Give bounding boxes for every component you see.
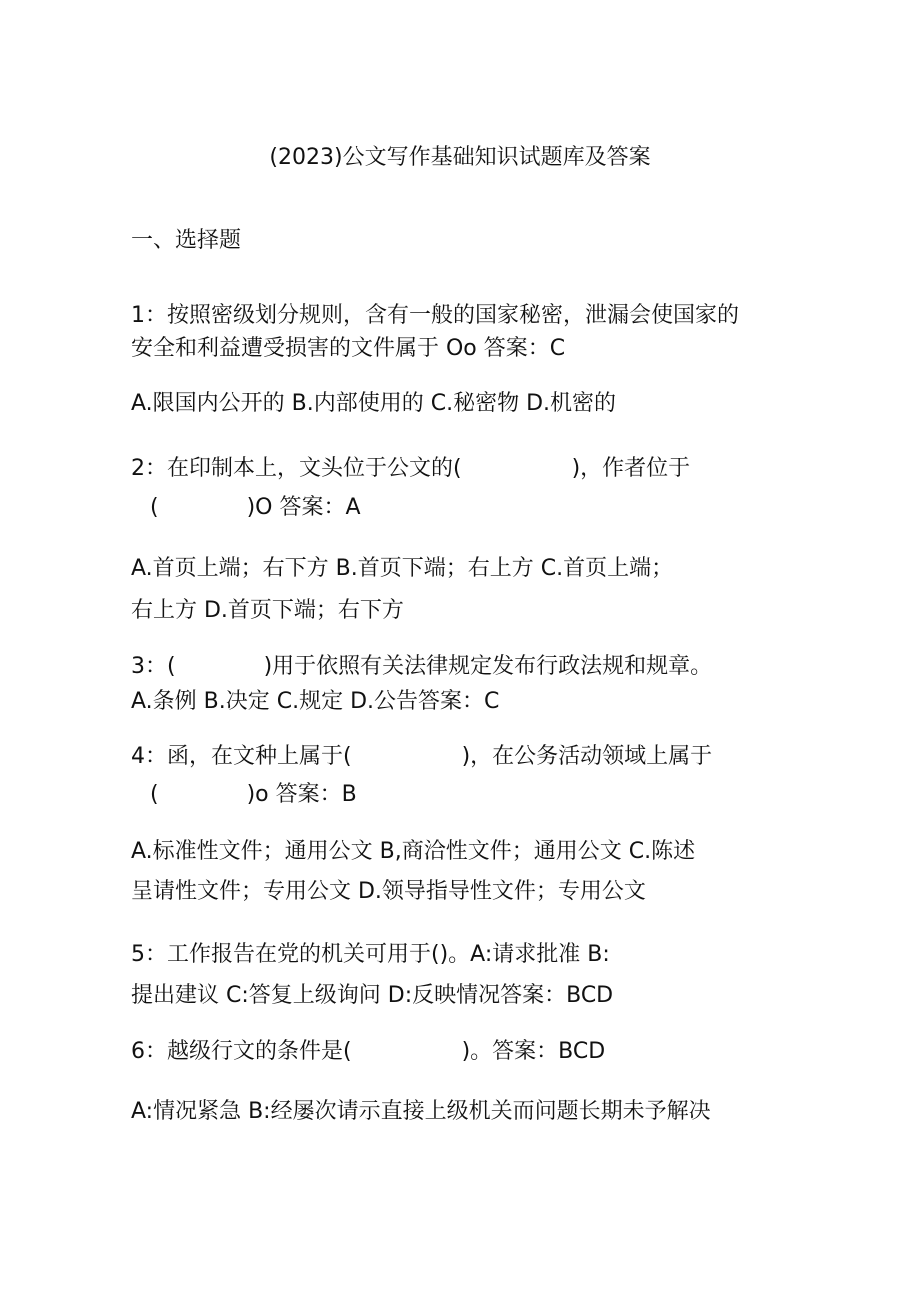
question-2-options-line-1: A.首页上端；右下方 B.首页下端；右上方 C.首页上端； [131,556,674,581]
question-3-line-1: 3：( )用于依照有关法律规定发布行政法规和规章。 [131,654,713,679]
question-4-options-line-1: A.标准性文件；通用公文 B,商洽性文件；通用公文 C.陈述 [131,839,696,864]
question-1-line-2: 安全和利益遭受损害的文件属于 Oo 答案：C [131,336,566,361]
question-2-line-2: ( )O 答案：A [150,495,361,520]
question-4-options-line-2: 呈请性文件；专用公文 D.领导指导性文件；专用公文 [131,879,646,904]
document-title: (2023)公文写作基础知识试题库及答案 [269,145,651,170]
question-6-line-1: 6：越级行文的条件是( )。答案：BCD [131,1039,606,1064]
question-1-line-1: 1：按照密级划分规则，含有一般的国家秘密，泄漏会使国家的 [131,303,739,328]
section-heading: 一、选择题 [131,228,242,253]
question-6-options: A:情况紧急 B:经屡次请示直接上级机关而问题长期未予解决 [131,1099,711,1124]
question-4-line-2: ( )o 答案：B [150,782,357,807]
question-5-line-2: 提出建议 C:答复上级询问 D:反映情况答案：BCD [131,983,614,1008]
question-3-options: A.条例 B.决定 C.规定 D.公告答案：C [131,689,500,714]
question-1-options: A.限国内公开的 B.内部使用的 C.秘密物 D.机密的 [131,391,617,416]
question-2-line-1: 2：在印制本上，文头位于公文的( )，作者位于 [131,456,691,481]
question-5-line-1: 5：工作报告在党的机关可用于()。A:请求批准 B: [131,942,610,967]
question-2-options-line-2: 右上方 D.首页下端；右下方 [131,598,404,623]
question-4-line-1: 4：函，在文种上属于( )，在公务活动领域上属于 [131,744,713,769]
